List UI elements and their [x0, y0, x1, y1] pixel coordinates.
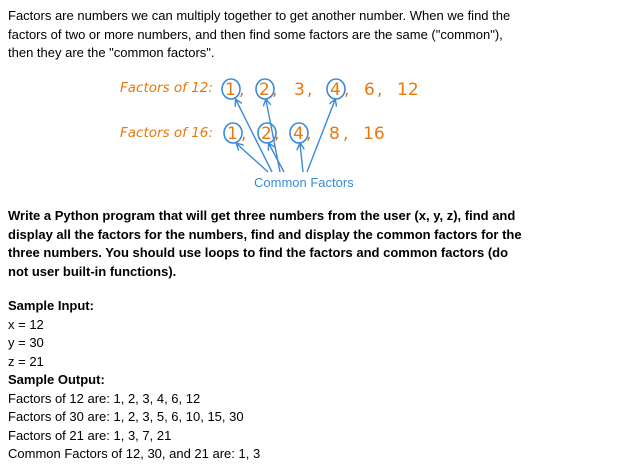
factor-value: 1 [225, 80, 236, 100]
arrow [300, 144, 303, 172]
factor-value: 12 [397, 80, 419, 100]
factor-value: 3 [294, 80, 305, 100]
sample-io [8, 297, 608, 464]
sample-output-line: Factors of 21 are: 1, 3, 7, 21 [8, 427, 172, 443]
intro-line: Factors are numbers we can multiply together to get another number. When we find the [8, 8, 511, 23]
svg-text:,: , [274, 124, 280, 144]
svg-text:,: , [343, 124, 349, 144]
factor-value: 16 [363, 124, 385, 144]
factor-value: 8 [329, 124, 340, 144]
common-factors-label: Common Factors [254, 175, 354, 190]
svg-text:,: , [241, 124, 247, 144]
intro-line: factors of two or more numbers, and then find some factors are the same ("common"), [8, 26, 503, 42]
svg-text:,: , [344, 80, 350, 100]
factor-value: 6 [364, 80, 375, 100]
common-factors-diagram [0, 0, 619, 200]
factor-value: 2 [259, 80, 270, 100]
sample-output-line: Common Factors of 12, 30, and 21 are: 1, 3 [8, 446, 261, 461]
factor-value: 1 [227, 124, 238, 144]
row2-label: Factors of 16: [120, 125, 213, 141]
task-line: not user built-in functions). [8, 263, 177, 279]
sample-input-line: x = 12 [8, 316, 44, 332]
factor-value: 2 [261, 124, 272, 144]
svg-text:,: , [377, 80, 383, 100]
svg-text:,: , [307, 80, 313, 100]
sample-input-line: z = 21 [8, 353, 44, 369]
svg-text:,: , [239, 80, 245, 100]
factor-value: 4 [293, 124, 304, 144]
intro-line: then they are the "common factors". [8, 45, 215, 60]
task-paragraph [8, 207, 608, 281]
arrow [237, 144, 268, 172]
arrow [269, 144, 284, 172]
svg-text:,: , [306, 124, 312, 144]
row1-label: Factors of 12: [120, 80, 213, 96]
svg-text:,: , [272, 80, 278, 100]
sample-output-heading: Sample Output: [8, 372, 105, 387]
task-line: Write a Python program that will get three numbers from the user (x, y, z), find and [8, 208, 516, 223]
sample-output-line: Factors of 30 are: 1, 2, 3, 5, 6, 10, 15, 30 [8, 409, 244, 424]
factor-value: 4 [330, 80, 341, 100]
sample-input-line: y = 30 [8, 335, 44, 350]
task-line: display all the factors for the numbers, find and display the common factors for the [8, 226, 522, 242]
common-arrows [236, 100, 335, 172]
sample-output-line: Factors of 12 are: 1, 2, 3, 4, 6, 12 [8, 390, 201, 406]
task-line: three numbers. You should use loops to find the factors and common factors (do [8, 245, 509, 260]
sample-input-heading: Sample Input: [8, 298, 94, 313]
